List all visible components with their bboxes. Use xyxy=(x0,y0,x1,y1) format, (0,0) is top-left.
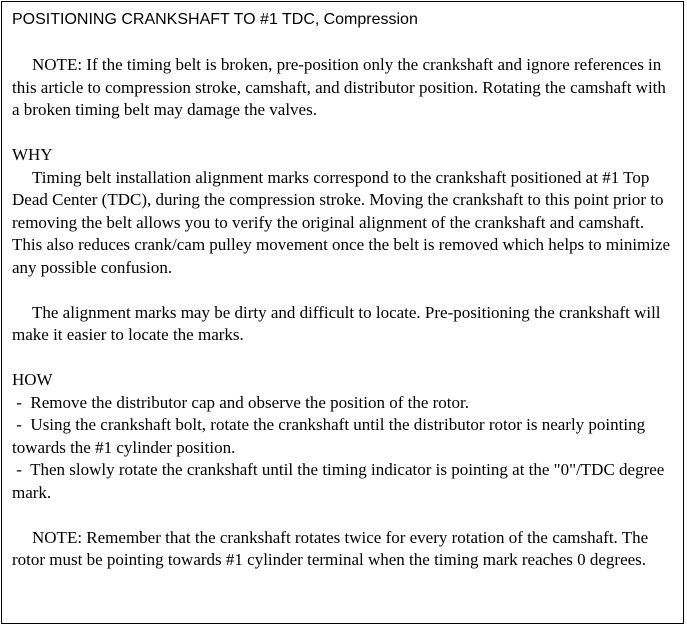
how-step-1: - Remove the distributor cap and observe the position of the rotor. xyxy=(12,392,470,412)
spacer xyxy=(12,504,673,527)
title-main: POSITIONING CRANKSHAFT TO #1 TDC, xyxy=(12,11,320,28)
how-heading: HOW xyxy=(12,370,53,389)
spacer xyxy=(12,347,673,370)
note-paragraph-2: NOTE: Remember that the crankshaft rotates twice for every rotation of the camshaft. The rotor must be pointing towards #1 cylinder terminal when the timing mark reaches 0 degrees. xyxy=(12,527,649,569)
how-step-3: - Then slowly rotate the crankshaft until the timing indicator is pointing at the "0"/TDC degree mark. xyxy=(12,460,669,502)
title-sub: Compression xyxy=(323,11,418,28)
document-title xyxy=(12,8,673,32)
how-step-2: - Using the crankshaft bolt, rotate the crankshaft until the distributor rotor is nearly pointing towards the #1 cylinder position. xyxy=(12,415,650,457)
why-heading: WHY xyxy=(12,145,53,164)
why-paragraph-2: The alignment marks may be dirty and difficult to locate. Pre-positioning the crankshaft will make it easier to locate the marks. xyxy=(12,302,661,344)
spacer xyxy=(12,279,673,302)
why-paragraph-1: Timing belt installation alignment marks correspond to the crankshaft positioned at #1 Top Dead Center (TDC), during the compression stroke. Moving the crankshaft to this point prior to removing the belt allows you to verify the original alignment of the crankshaft and camshaft. This also reduces crank/cam pulley movement once the belt is removed which helps to minimize any possible confusion. xyxy=(12,167,671,277)
spacer xyxy=(12,122,673,145)
note-paragraph: NOTE: If the timing belt is broken, pre-position only the crankshaft and ignore references in this article to compression stroke, camshaft, and distributor position. Rotating the camshaft with a broken timing belt may damage the valves. xyxy=(12,55,666,119)
spacer xyxy=(12,32,673,55)
document-page xyxy=(1,1,684,624)
